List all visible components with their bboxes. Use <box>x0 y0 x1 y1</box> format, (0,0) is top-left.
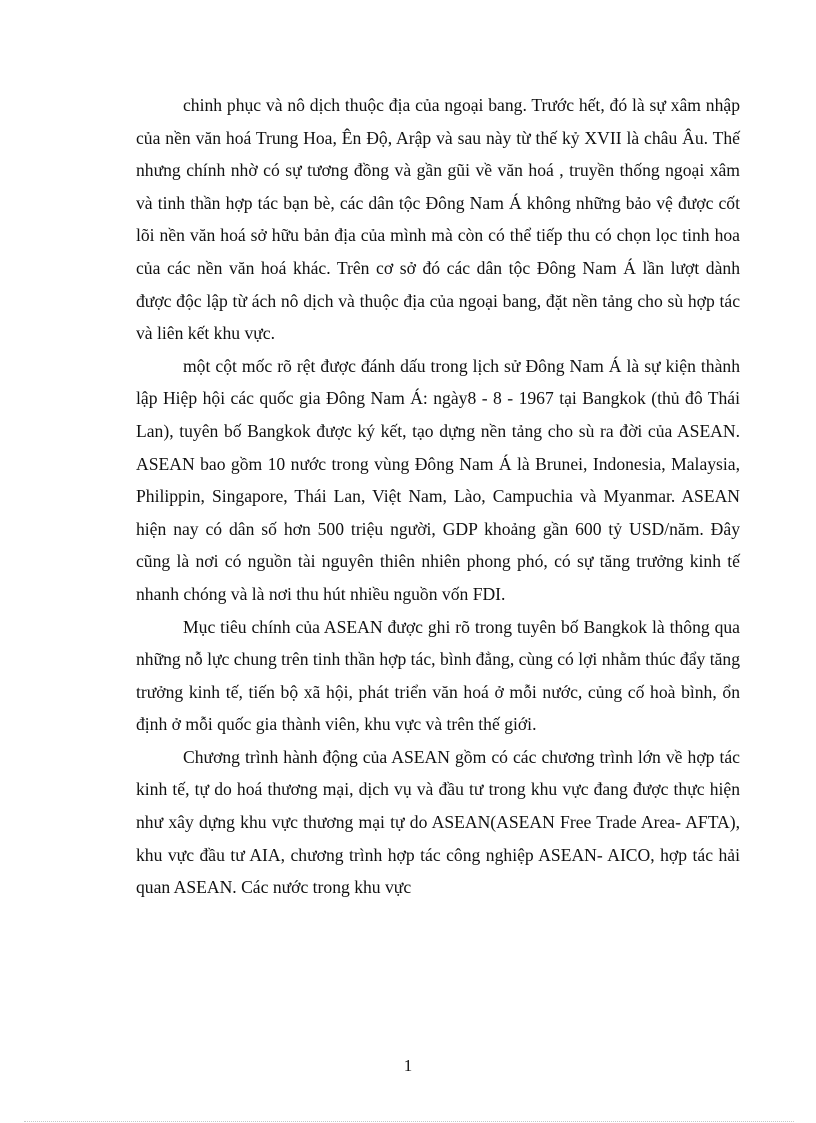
paragraph-4: Chương trình hành động của ASEAN gồm có các chương trình lớn về hợp tác kinh tế, tự do hoá thương mại, dịch vụ và đầu tư trong khu vực đang được thực hiện như xây dựng khu vực thương mại tự do ASEAN(ASEAN Free Trade Area- AFTA), khu vực đầu tư AIA, chương trình hợp tác công nghiệp ASEAN- AICO, hợp tác hải quan ASEAN. Các nước trong khu vực <box>136 746 740 898</box>
paragraph-1: chinh phục và nô dịch thuộc địa của ngoại bang. Trước hết, đó là sự xâm nhập của nền văn hoá Trung Hoa, Ên Độ, Arập và sau này từ thế kỷ XVII là châu Âu. Thế nhưng chính nhờ có sự tương đồng và gần gũi về văn hoá , truyền thống ngoại xâm và tinh thần hợp tác bạn bè, các dân tộc Đông Nam Á không những bảo vệ được cốt lõi nền văn hoá sở hữu bản địa của mình mà còn có thể tiếp thu có chọn lọc tinh hoa của các nền văn hoá khác. Trên cơ sở đó các dân tộc Đông Nam Á lần lượt dành được độc lập từ ách nô dịch và thuộc địa của ngoại bang, đặt nền tảng cho sù hợp tác và liên kết khu vực. <box>136 95 740 344</box>
page-bottom-rule <box>24 1121 794 1122</box>
paragraph-2: một cột mốc rõ rệt được đánh dấu trong lịch sử Đông Nam Á là sự kiện thành lập Hiệp hội các quốc gia Đông Nam Á: ngày8 - 8 - 1967 tại Bangkok (thủ đô Thái Lan), tuyên bố Bangkok được ký kết, tạo dựng nền tảng cho sù ra đời của ASEAN. ASEAN bao gồm 10 nước trong vùng Đông Nam Á là Brunei, Indonesia, Malaysia, Philippin, Singapore, Thái Lan, Việt Nam, Lào, Campuchia và Myanmar. ASEAN hiện nay có dân số hơn 500 triệu người, GDP khoảng gần 600 tỷ USD/năm. Đây cũng là nơi có nguồn tài nguyên thiên nhiên phong phó, có sự tăng trưởng kinh tế nhanh chóng và là nơi thu hút nhiều nguồn vốn FDI. <box>136 355 740 604</box>
paragraph-3: Mục tiêu chính của ASEAN được ghi rõ trong tuyên bố Bangkok là thông qua những nỗ lực chung trên tinh thần hợp tác, bình đẳng, cùng có lợi nhằm thúc đẩy tăng trưởng kinh tế, tiến bộ xã hội, phát triển văn hoá ở mỗi nước, củng cố hoà bình, ổn định ở mỗi quốc gia thành viên, khu vực và trên thế giới. <box>136 616 740 735</box>
page-number: 1 <box>403 1056 413 1075</box>
body-text <box>136 89 740 904</box>
